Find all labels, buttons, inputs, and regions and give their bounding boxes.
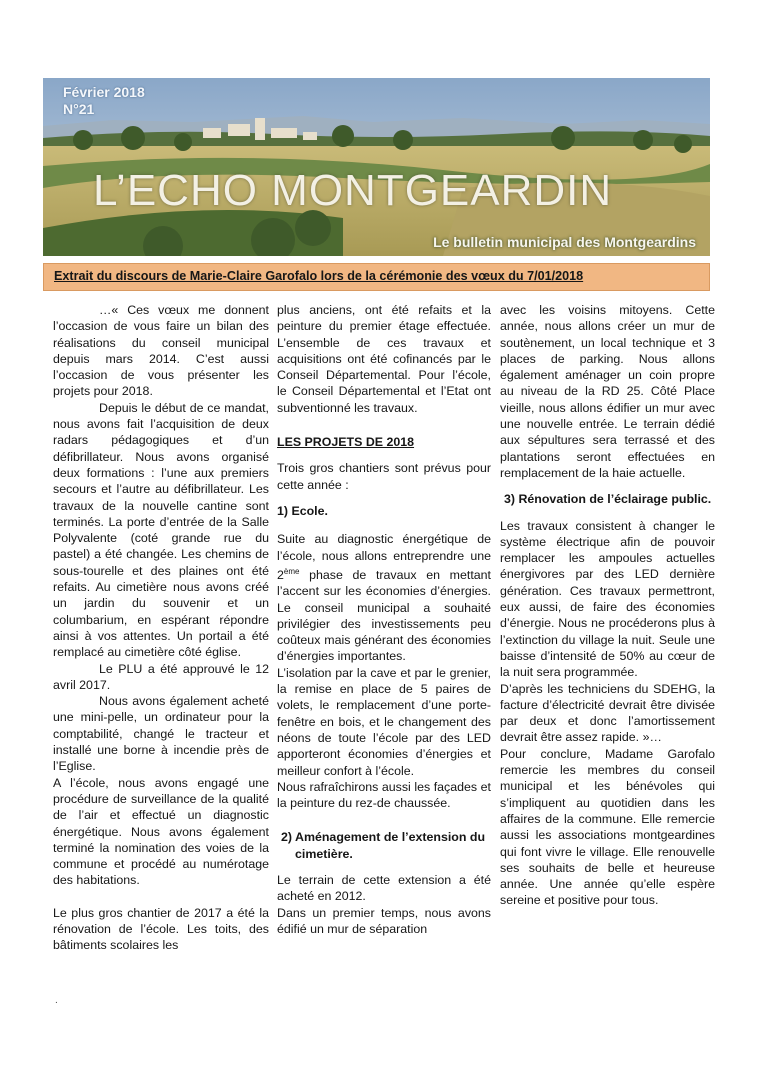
paragraph: avec les voisins mitoyens. Cette année, nous allons créer un mur de soutènement, un local technique et 3 places de parking. Nous allons également aménager un coin propre au niveau de la RD 25. Côté Place vieille, nous allons édifier un mur avec une nouvelle entrée. Le terrain dédié aux sépultures sera terrassé et des plantations seront effectuées en remplacement de la haie actuelle.: [500, 303, 715, 480]
column-3: [500, 302, 715, 909]
paragraph: Le PLU a été approuvé le 12 avril 2017.: [53, 661, 269, 692]
paragraph: Nous avons également acheté une mini-pelle, un ordinateur pour la comptabilité, changé le tracteur et installé une borne à incendie près de l’Eglise.: [53, 694, 269, 774]
paragraph: plus anciens, ont été refaits et la peinture du premier étage effectuée. L’ensemble de ces travaux et acquisitions ont été cofinancés par le Conseil Départemental. Pour l’école, le Conseil Départemental et l’Etat ont subventionné les travaux.: [277, 303, 491, 415]
section-heading-eclairage: 3) Rénovation de l’éclairage public.: [504, 492, 712, 507]
paragraph: Nous rafraîchirons aussi les façades et la peinture du rez-de chaussée.: [277, 779, 491, 811]
headline-text: Extrait du discours de Marie-Claire Garofalo lors de la cérémonie des vœux du 7/01/2018: [54, 269, 584, 283]
paragraph: Pour conclure, Madame Garofalo remercie les membres du conseil municipal et les bénévoles qui s’impliquent au quotidien dans les affaires de la commune. Elle remercie aussi les associations montgeardines qui font vivre le village. Elle renouvelle ses souhaits de belle et heureuse année. Une année qu’elle espère sereine et positive pour tous.: [500, 746, 715, 908]
column-2: [277, 302, 491, 937]
paragraph: L’isolation par la cave et par le grenier, la remise en place de 5 paires de volets, le remplacement d’une porte-fenêtre en bois, et le changement des néons de toute l’école par des LED apporteront économies d’énergies et meilleur confort à l’école.: [277, 665, 491, 778]
column-1: [53, 302, 269, 954]
paragraph: Depuis le début de ce mandat, nous avons fait l’acquisition de deux radars pédagogiques et d’un défibrillateur. Nous avons organisé deux formations : l’une aux premiers secours et l’autre au défibrillateur. Les travaux de la nouvelle cantine sont terminés. La porte d’entrée de la Salle Polyvalente (coté grande rue du pastel) a été changée. Les chemins de sous-tourelle et des plaines ont été refaits. Au cimetière nous avons créé un jardin du souvenir et un columbarium, en espérant répondre ainsi à vos attentes. Un portail a été remplacé au cimetière côté église.: [53, 400, 269, 660]
headline-bar: [43, 263, 710, 291]
paragraph: Le plus gros chantier de 2017 a été la rénovation de l’école. Les toits, des bâtiments scolaires les: [53, 905, 269, 953]
paragraph: Les travaux consistent à changer le système électrique afin de pouvoir remplacer les ampoules actuelles énergivores par des LED dernière génération. Ces travaux permettront, eux aussi, de faire des économies d’énergie. Nous ne procéderons plus à l’extinction du village la nuit. Seule une baisse d’intensité de 50% au cœur de la nuit sera programmée.: [500, 518, 715, 680]
issue-date: Février 2018: [63, 84, 145, 100]
header-banner: [43, 78, 710, 256]
newsletter-title: L’ECHO MONTGEARDIN: [93, 166, 613, 215]
newsletter-subtitle: Le bulletin municipal des Montgeardins: [433, 234, 696, 250]
paragraph: Trois gros chantiers sont prévus pour cette année :: [277, 461, 491, 492]
section-heading-projets: LES PROJETS DE 2018: [277, 435, 415, 450]
paragraph: D’après les techniciens du SDEHG, la facture d’électricité devrait être divisée par deux et donc l’amortissement devrait être assez rapide. »…: [500, 681, 715, 745]
paragraph: [277, 531, 491, 665]
section-heading-cimetiere: 2) Aménagement de l’extension du cimetière.: [281, 830, 486, 861]
paragraph-text: phase de travaux en mettant l’accent sur les économies d’énergies. Le conseil municipal a souhaité privilégier des investissements peu coûteux mais générant des économies d’énergies importantes.: [277, 567, 491, 664]
section-heading-ecole: 1) Ecole.: [277, 503, 328, 518]
paragraph-text: Suite au diagnostic énergétique de l’école, nous allons entreprendre une 2: [277, 532, 491, 582]
paragraph: A l’école, nous avons engagé une procédure de surveillance de la qualité de l’air et effectué un diagnostic énergétique. Nous avons également terminé la nomination des voies de la commune et procédé au numérotage des habitations.: [53, 775, 269, 888]
superscript: ème: [283, 566, 300, 576]
paragraph: Dans un premier temps, nous avons édifié un mur de séparation: [277, 905, 491, 936]
paragraph: Le terrain de cette extension a été acheté en 2012.: [277, 873, 491, 904]
footer-mark: .: [55, 995, 58, 1006]
paragraph: …« Ces vœux me donnent l’occasion de vous faire un bilan des réalisations du conseil municipal depuis mars 2014. C’est aussi l’occasion de vous présenter les projets pour 2018.: [53, 303, 269, 399]
issue-number: N°21: [63, 101, 95, 117]
